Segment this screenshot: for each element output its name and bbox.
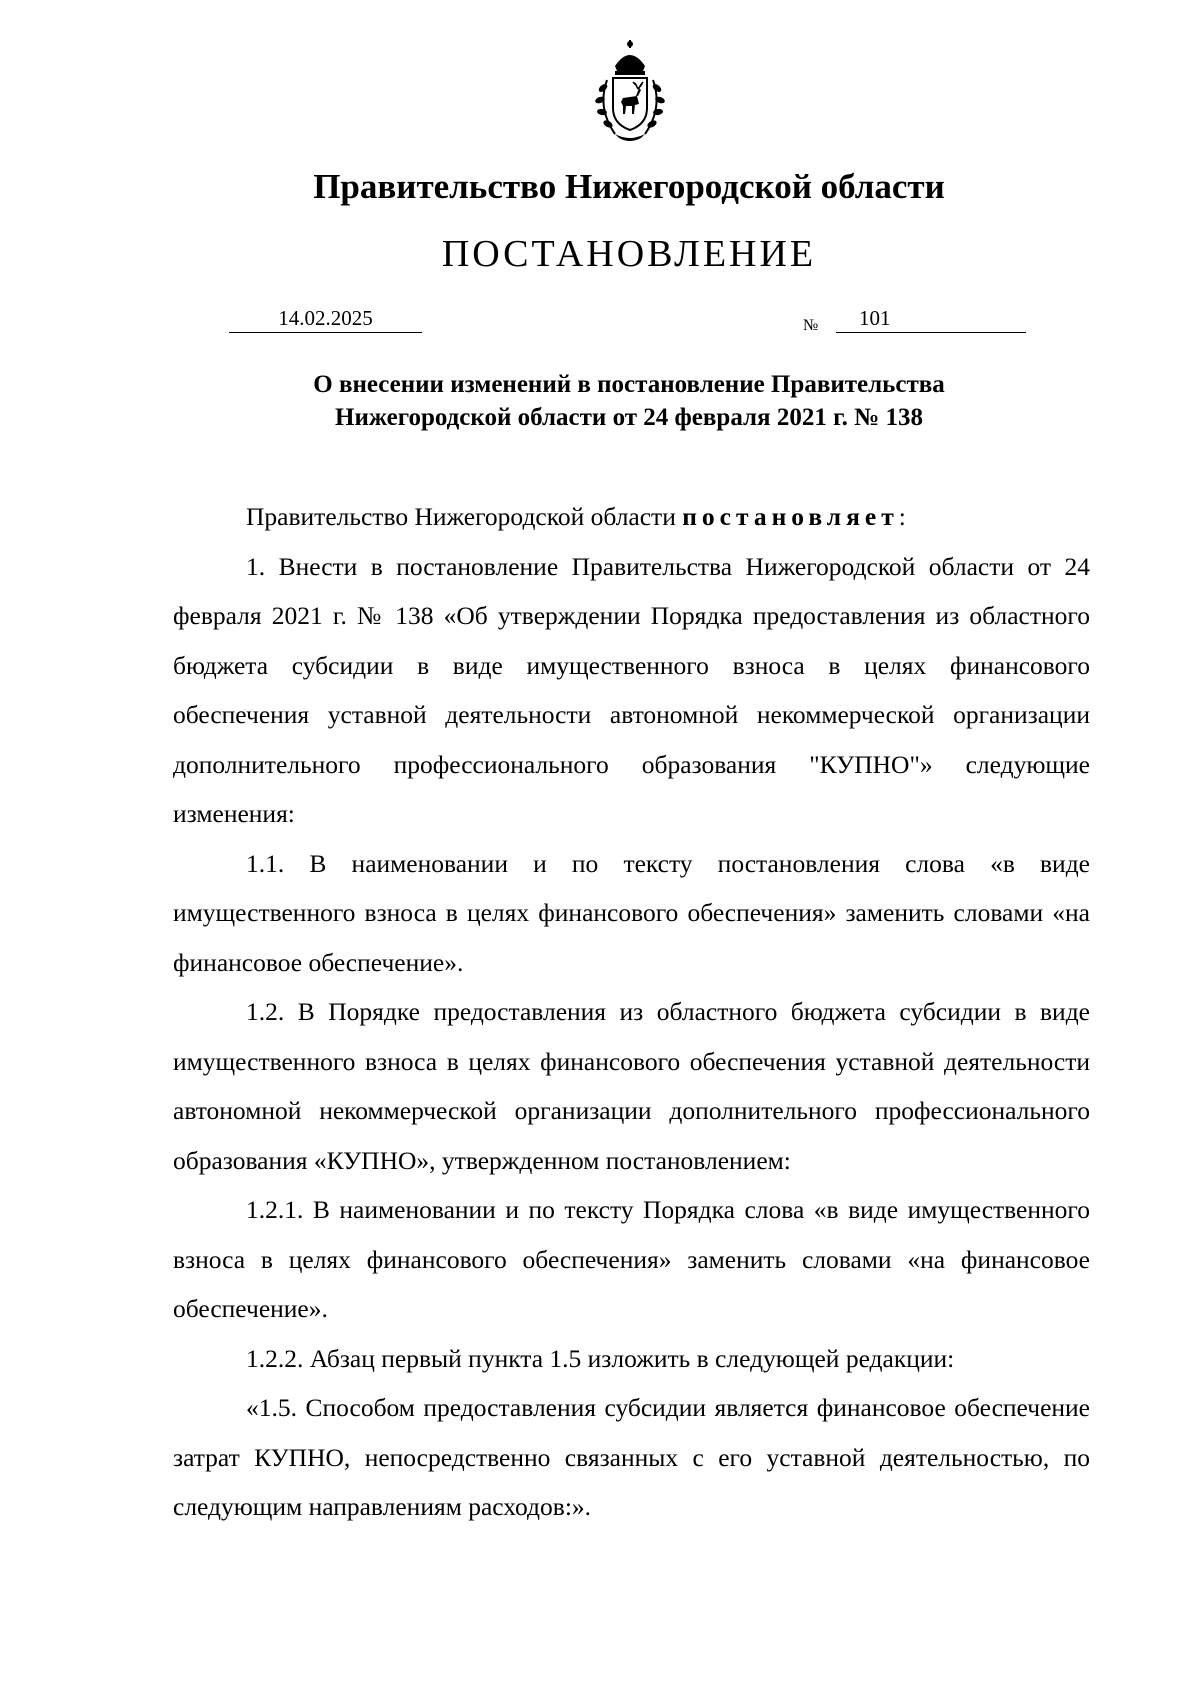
number-sign: №: [803, 317, 819, 334]
paragraph-1-2: 1.2. В Порядке предоставления из областного бюджета субсидии в виде имущественного взноса в целях финансового обеспечения уставной деятельности автономной некоммерческой организации дополнительного профессионального образования «КУПНО», утвержденном постановлением:: [173, 997, 1090, 1175]
preamble-decree: постановляет: [682, 502, 899, 531]
paragraph-1-2-1: 1.2.1. В наименовании и по тексту Порядка слова «в виде имущественного взноса в целях финансового обеспечения» заменить словами «на финансовое обеспечение».: [173, 1195, 1090, 1323]
document-number: 101: [859, 306, 891, 330]
paragraph-1-2-2: 1.2.2. Абзац первый пункта 1.5 изложить в следующей редакции:: [246, 1343, 955, 1373]
document-date: 14.02.2025: [229, 306, 422, 333]
preamble-end: :: [898, 502, 906, 531]
paragraph-1: 1. Внести в постановление Правительства Нижегородской области от 24 февраля 2021 г. № 138 «Об утверждении Порядка предоставления из областного бюджета субсидии в виде имущественного взноса в целях финансового обеспечения уставной деятельности автономной некоммерческой организации дополнительного профессионального образования "КУПНО"» следующие изменения:: [173, 551, 1090, 828]
coat-of-arms-emblem: [575, 38, 685, 148]
document-body: [173, 492, 1090, 1532]
subject-line-1: О внесении изменений в постановление Правительства: [313, 371, 945, 398]
paragraph-1-5-quote: «1.5. Способом предоставления субсидии является финансовое обеспечение затрат КУПНО, непосредственно связанных с его уставной деятельностью, по следующим направлениям расходов:».: [173, 1393, 1090, 1521]
paragraph-1-1: 1.1. В наименовании и по тексту постановления слова «в виде имущественного взноса в целях финансового обеспечения» заменить словами «на финансовое обеспечение».: [173, 848, 1090, 977]
organization-title: Правительство Нижегородской области: [313, 167, 945, 206]
subject-line-2: Нижегородской области от 24 февраля 2021 г. № 138: [335, 404, 923, 431]
document-subject: [0, 368, 1200, 434]
document-type: ПОСТАНОВЛЕНИЕ: [441, 233, 817, 275]
preamble: [173, 492, 1090, 542]
preamble-text: Правительство Нижегородской области: [246, 502, 676, 531]
document-number-field: [836, 306, 1026, 333]
